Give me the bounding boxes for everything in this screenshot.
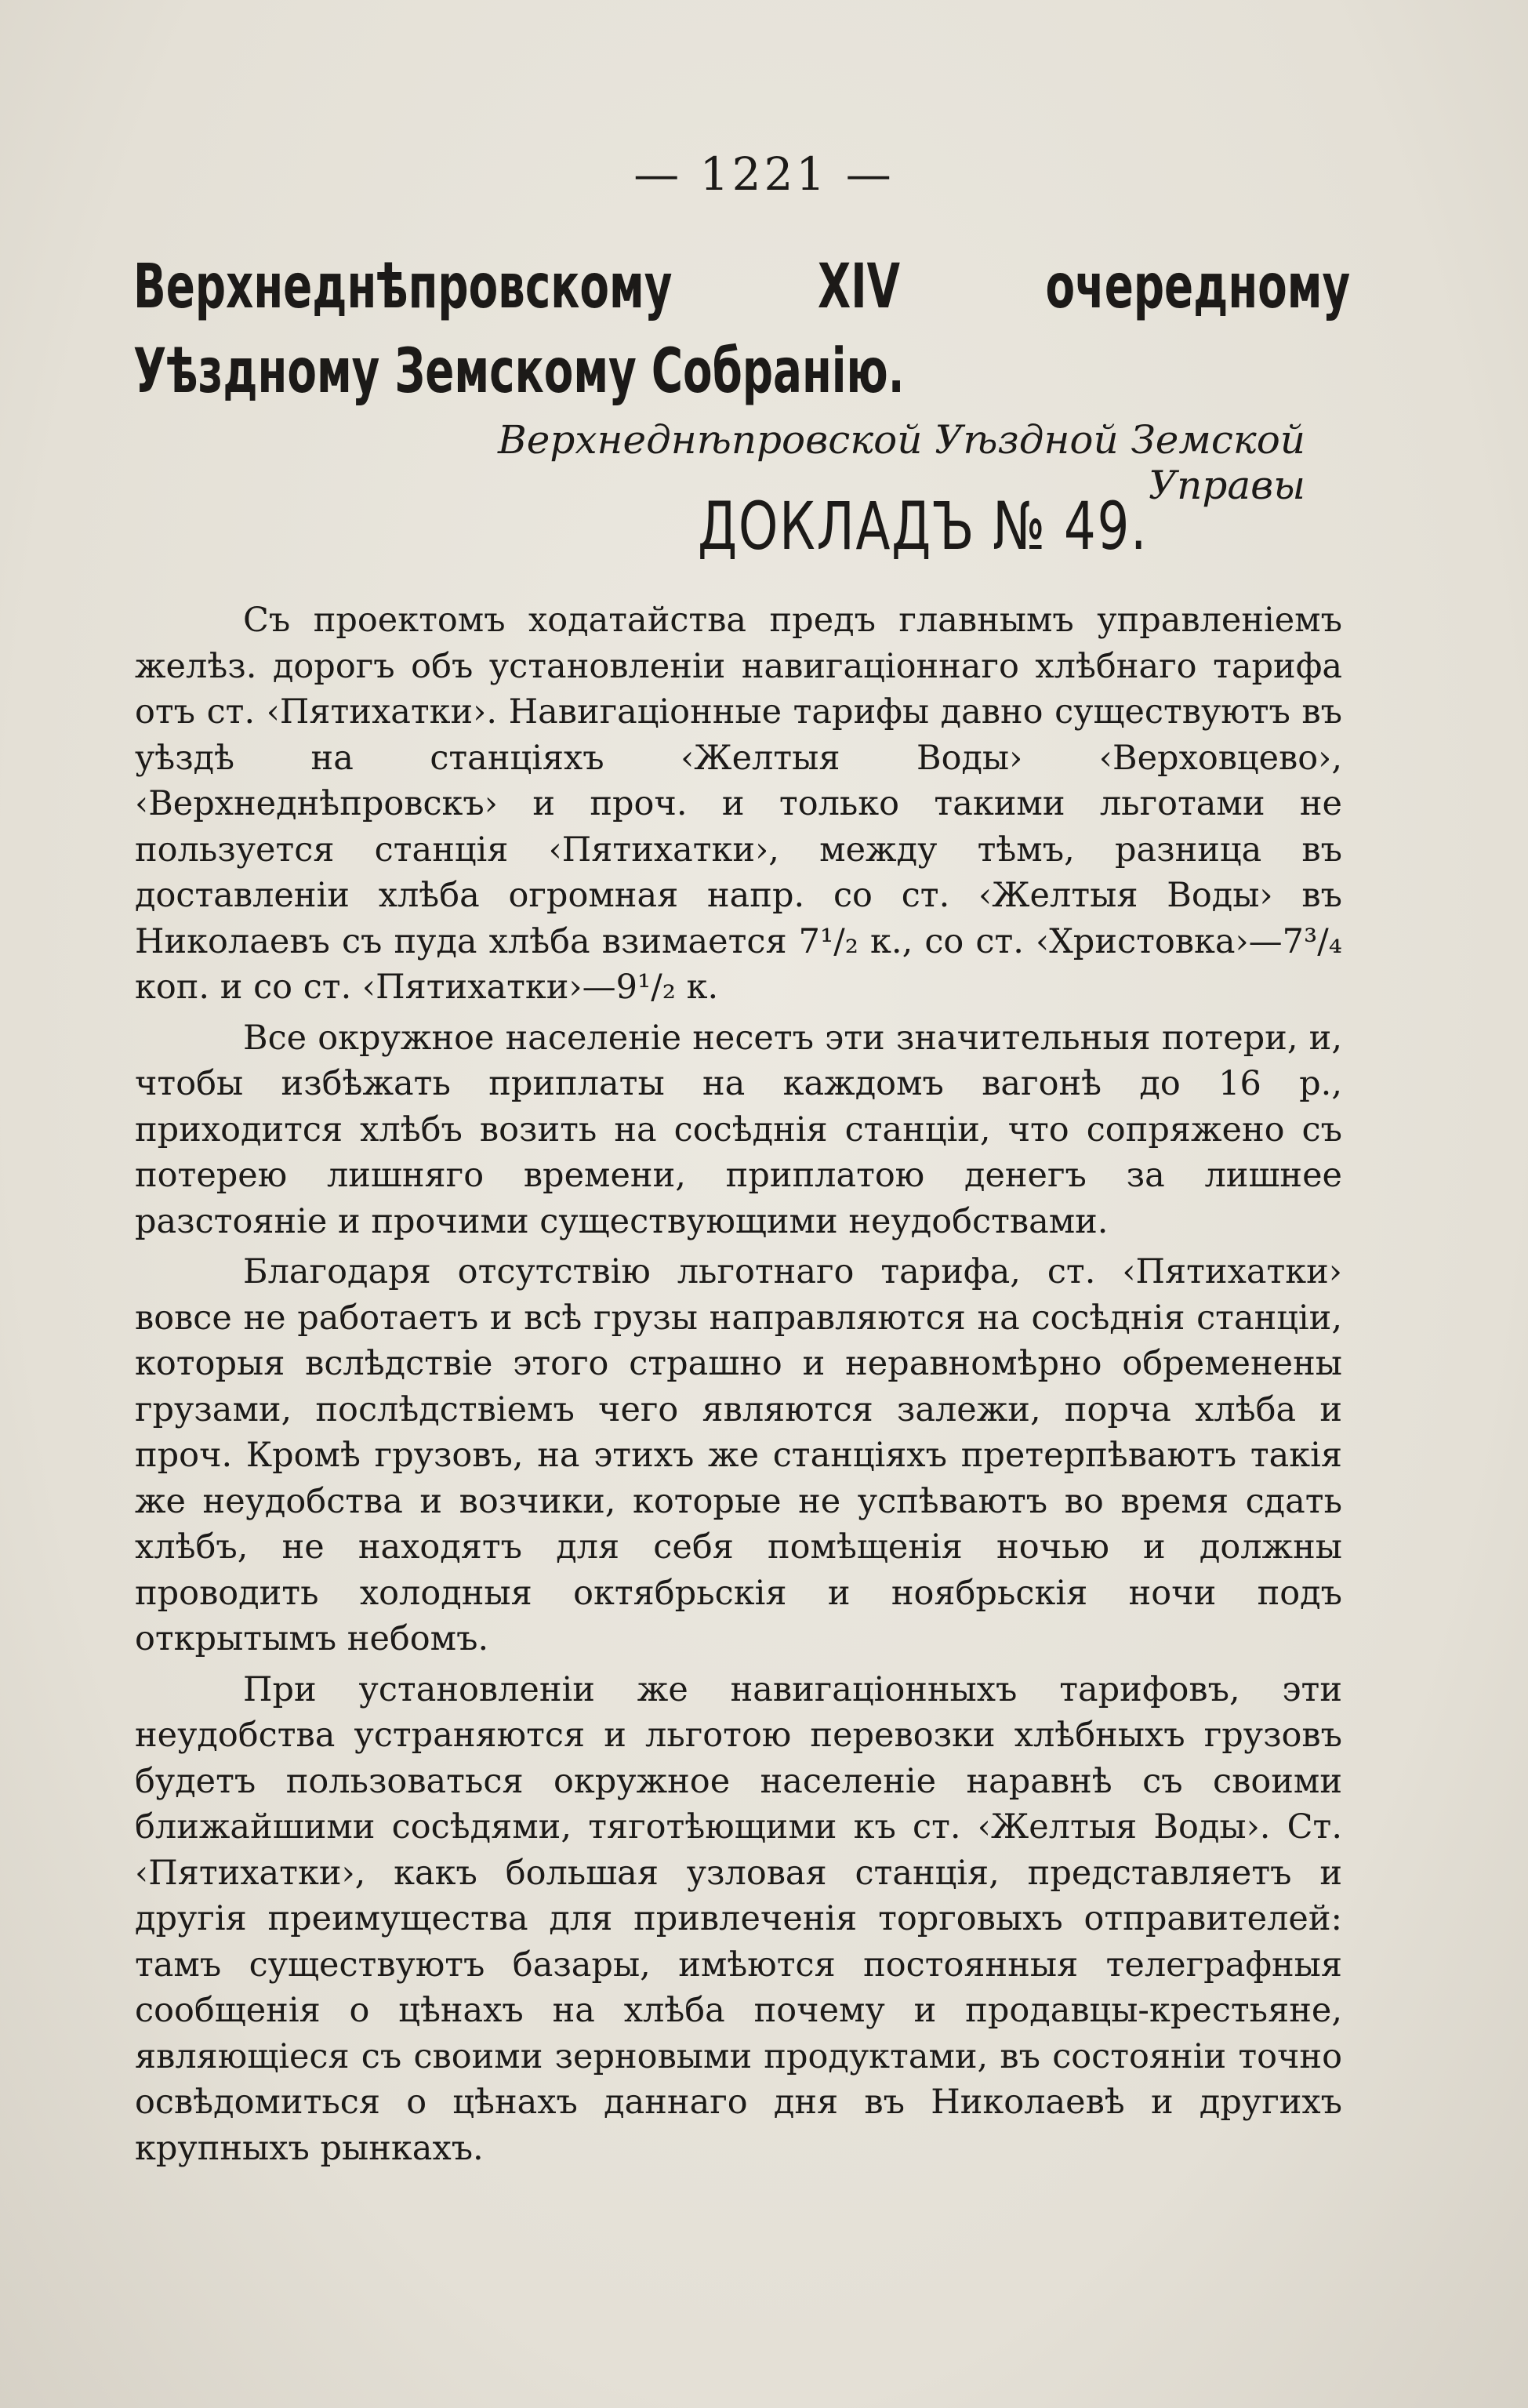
addressee-heading: Верхнеднѣпровскому XIV очередному Уѣздному Земскому Собранію. xyxy=(133,252,1351,407)
paragraph-4: При установленіи же навигаціонныхъ тарифовъ, эти неудобства устраняются и льготою перевозки хлѣбныхъ грузовъ будетъ пользоваться окружное населеніе наравнѣ съ своими ближайшими сосѣдями, тяготѣющими къ ст. ‹Желтыя Воды›. Ст. ‹Пятихатки›, какъ большая узловая станція, представляетъ и другія преимущества для привлеченія торговыхъ отправителей: тамъ существуютъ базары, имѣются постоянныя телеграфныя сообщенія о цѣнахъ на хлѣба почему и продавцы-крестьяне, являющіеся съ своими зерновыми продуктами, въ состояніи точно освѣдомиться о цѣнахъ даннаго дня въ Николаевѣ и другихъ крупныхъ рынкахъ. xyxy=(135,1669,1342,2168)
report-author: Верхнеднѣпровской Уѣздной Земской Управы xyxy=(498,417,1305,508)
paragraph-3: Благодаря отсутствію льготнаго тарифа, ст. ‹Пятихатки› вовсе не работаетъ и всѣ грузы направляются на сосѣднія станціи, которыя вслѣдствіе этого страшно и неравномѣрно обременены грузами, послѣдствіемъ чего являются залежи, порча хлѣба и проч. Кромѣ грузовъ, на этихъ же станціяхъ претерпѣваютъ такія же неудобства и возчики, которые не успѣваютъ во время сдать хлѣбъ, не находятъ для себя помѣщенія ночью и должны проводить холодныя октябрьскія и ноябрьскія ночи подъ открытымъ небомъ. xyxy=(135,1252,1342,1658)
paragraph-1: Съ проектомъ ходатайства предъ главнымъ управленіемъ желѣз. дорогъ объ установленіи навигаціоннаго хлѣбнаго тарифа отъ ст. ‹Пятихатки›. Навигаціонные тарифы давно существуютъ въ уѣздѣ на станціяхъ ‹Желтыя Воды› ‹Верховцево›, ‹Верхнеднѣпровскъ› и проч. и только такими льготами не пользуется станція ‹Пятихатки›, между тѣмъ, разница въ доставленіи хлѣба огромная напр. со ст. ‹Желтыя Воды› въ Николаевъ съ пуда хлѣба взимается 7¹/₂ к., со ст. ‹Христовка›—7³/₄ коп. и со ст. ‹Пятихатки›—9¹/₂ к. xyxy=(135,601,1342,1007)
page-number: — 1221 — xyxy=(633,147,895,201)
report-title: ДОКЛАДЪ № 49. xyxy=(698,488,1149,565)
report-body xyxy=(135,597,1342,2176)
paragraph-2: Все окружное населеніе несетъ эти значительныя потери, и, чтобы избѣжать приплаты на каждомъ вагонѣ до 16 р., приходится хлѣбъ возить на сосѣднія станціи, что сопряжено съ потерею лишняго времени, приплатою денегъ за лишнее разстояніе и прочими существующими неудобствами. xyxy=(135,1018,1342,1241)
